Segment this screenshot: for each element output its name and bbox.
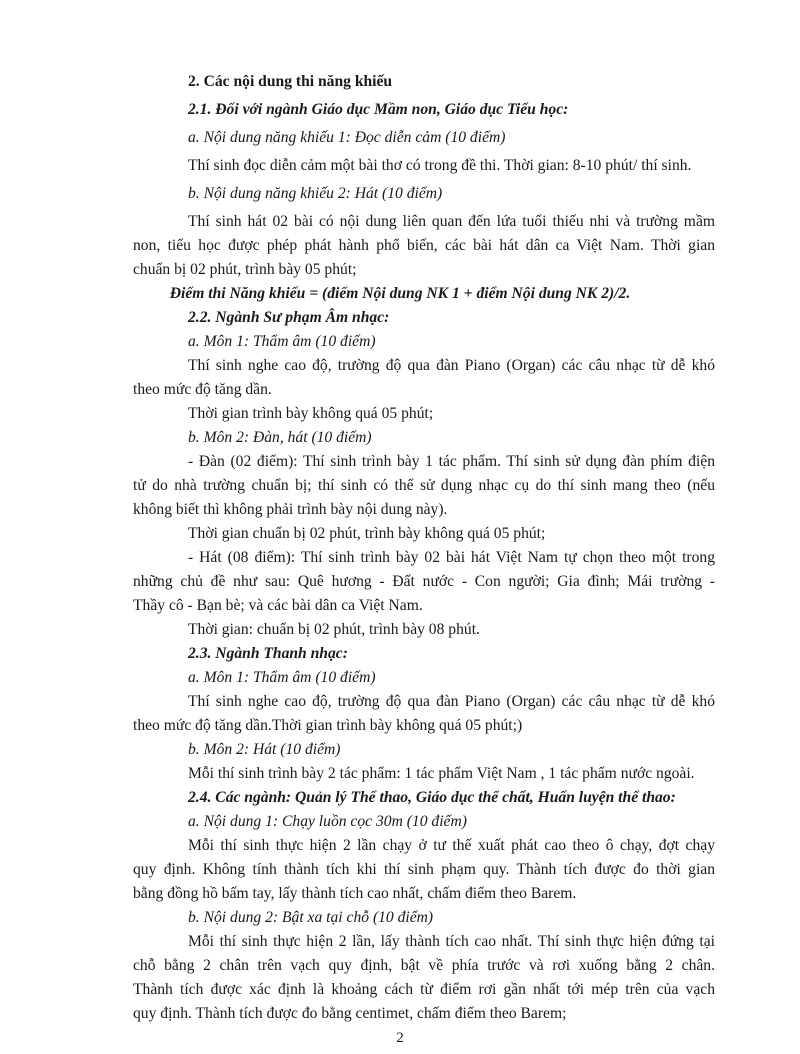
subheading-2-3-a: a. Môn 1: Thẩm âm (10 điểm) — [188, 669, 376, 686]
subheading-2-1-a: a. Nội dung năng khiếu 1: Đọc diễn cảm (10 điểm) — [188, 129, 506, 146]
paragraph-2-4-b-line4: quy định. Thành tích được đo bằng centimet, chấm điểm theo Barem; — [133, 1005, 567, 1022]
heading-2-1: 2.1. Đối với ngành Giáo dục Mầm non, Giáo dục Tiểu học: — [188, 101, 569, 118]
subheading-2-2-b: b. Môn 2: Đàn, hát (10 điểm) — [188, 429, 372, 446]
subheading-2-3-b: b. Môn 2: Hát (10 điểm) — [188, 741, 341, 758]
subheading-2-1-b: b. Nội dung năng khiếu 2: Hát (10 điểm) — [188, 185, 443, 202]
paragraph-hat-time: Thời gian: chuẩn bị 02 phút, trình bày 08 phút. — [188, 621, 480, 638]
paragraph-2-3-a-line1: Thí sinh nghe cao độ, trường độ qua đàn Piano (Organ) các câu nhạc từ dễ khó — [188, 693, 715, 710]
paragraph-2-2-a-time: Thời gian trình bày không quá 05 phút; — [188, 405, 434, 422]
paragraph-dan-line3: không biết thì không phải trình bày nội dung này). — [133, 501, 448, 518]
subheading-2-4-b: b. Nội dung 2: Bật xa tại chỗ (10 điểm) — [188, 909, 434, 926]
heading-section-2: 2. Các nội dung thi năng khiếu — [188, 73, 393, 90]
paragraph-dan-line2: tử do nhà trường chuẩn bị; thí sinh có thể sử dụng nhạc cụ do thí sinh mang theo (nếu — [133, 477, 715, 494]
paragraph-2-1-b-line1: Thí sinh hát 02 bài có nội dung liên quan đến lứa tuổi thiếu nhi và trường mầm — [188, 213, 715, 230]
paragraph-2-1-b-line3: chuẩn bị 02 phút, trình bày 05 phút; — [133, 261, 357, 278]
page-number: 2 — [396, 1030, 404, 1046]
paragraph-hat-line2: những chủ đề như sau: Quê hương - Đất nước - Con người; Gia đình; Mái trường - — [133, 573, 715, 590]
heading-2-3: 2.3. Ngành Thanh nhạc: — [188, 645, 348, 662]
paragraph-2-3-a-line2: theo mức độ tăng dần.Thời gian trình bày không quá 05 phút;) — [133, 717, 523, 734]
paragraph-2-2-a-line2: theo mức độ tăng dần. — [133, 381, 272, 398]
paragraph-2-1-a: Thí sinh đọc diễn cảm một bài thơ có trong đề thi. Thời gian: 8-10 phút/ thí sinh. — [188, 157, 692, 174]
paragraph-hat-line1: - Hát (08 điểm): Thí sinh trình bày 02 bài hát Việt Nam tự chọn theo một trong — [188, 549, 715, 566]
heading-2-2: 2.2. Ngành Sư phạm Âm nhạc: — [188, 309, 390, 326]
paragraph-2-1-b-line2: non, tiểu học được phép phát hành phổ biến, các bài hát dân ca Việt Nam. Thời gian — [133, 237, 715, 254]
paragraph-2-4-b-line3: Thành tích được xác định là khoảng cách từ điểm rơi gần nhất tới mép trên của vạch — [133, 981, 715, 998]
paragraph-hat-line3: Thầy cô - Bạn bè; và các bài dân ca Việt Nam. — [133, 597, 423, 614]
paragraph-2-4-a-line2: quy định. Không tính thành tích khi thí sinh phạm quy. Thành tích được đo thời gian — [133, 861, 715, 878]
paragraph-dan-line1: - Đàn (02 điểm): Thí sinh trình bày 1 tác phẩm. Thí sinh sử dụng đàn phím điện — [188, 453, 715, 470]
score-formula: Điểm thi Năng khiếu = (điểm Nội dung NK 1 + điểm Nội dung NK 2)/2. — [169, 285, 631, 302]
heading-2-4: 2.4. Các ngành: Quản lý Thể thao, Giáo dục thể chất, Huấn luyện thể thao: — [188, 789, 676, 806]
paragraph-dan-time: Thời gian chuẩn bị 02 phút, trình bày không quá 05 phút; — [188, 525, 546, 542]
paragraph-2-3-b: Mỗi thí sinh trình bày 2 tác phẩm: 1 tác phẩm Việt Nam , 1 tác phẩm nước ngoài. — [188, 765, 695, 782]
paragraph-2-4-a-line1: Mỗi thí sinh thực hiện 2 lần chạy ở tư thế xuất phát cao theo ô chạy, đợt chạy — [188, 837, 715, 854]
subheading-2-4-a: a. Nội dung 1: Chạy luồn cọc 30m (10 điểm) — [188, 813, 467, 830]
subheading-2-2-a: a. Môn 1: Thẩm âm (10 điểm) — [188, 333, 376, 350]
paragraph-2-4-a-line3: bằng đồng hồ bấm tay, lấy thành tích cao nhất, chấm điểm theo Barem. — [133, 885, 577, 902]
paragraph-2-4-b-line2: chỗ bằng 2 chân trên vạch quy định, bật về phía trước và rơi xuống bằng 2 chân. — [133, 957, 715, 974]
paragraph-2-4-b-line1: Mỗi thí sinh thực hiện 2 lần, lấy thành tích cao nhất. Thí sinh thực hiện đứng tại — [188, 933, 715, 950]
paragraph-2-2-a-line1: Thí sinh nghe cao độ, trường độ qua đàn Piano (Organ) các câu nhạc từ dễ khó — [188, 357, 715, 374]
